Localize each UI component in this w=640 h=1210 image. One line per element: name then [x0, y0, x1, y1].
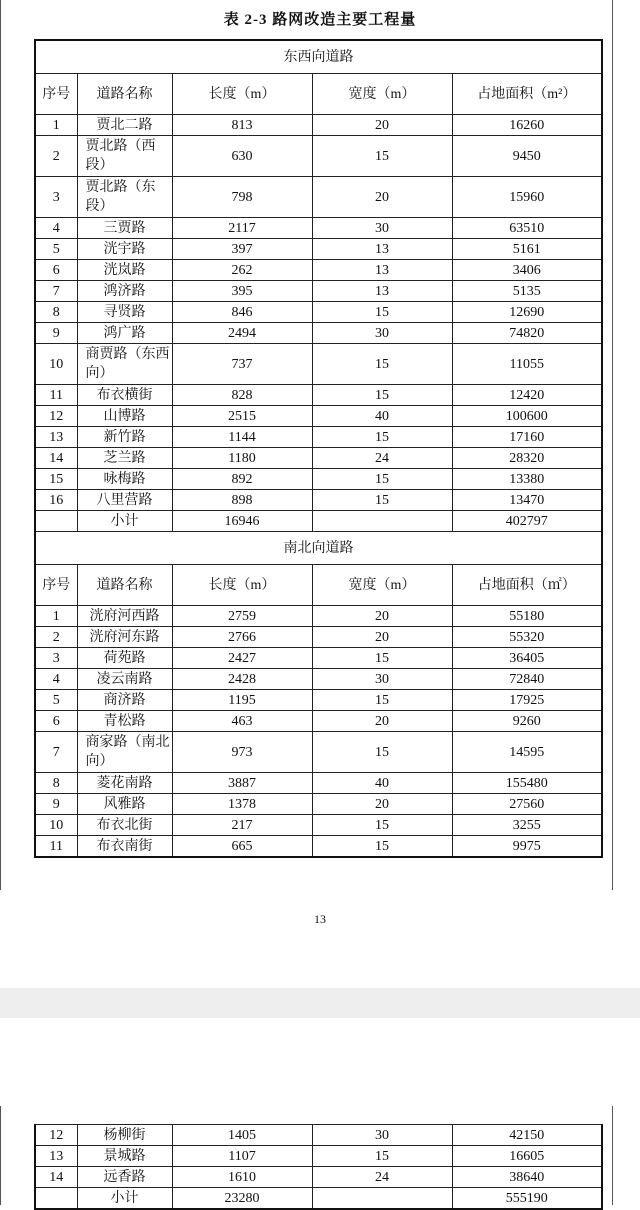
row-number: 14	[35, 1167, 77, 1188]
row-number: 9	[35, 323, 77, 344]
row-number: 11	[35, 385, 77, 406]
table-row	[35, 669, 602, 690]
road-width: 13	[312, 281, 452, 302]
road-length: 898	[172, 490, 312, 511]
row-number: 1	[35, 115, 77, 136]
row-number: 13	[35, 427, 77, 448]
road-area: 28320	[452, 448, 602, 469]
road-width: 30	[312, 669, 452, 690]
subtotal-label: 小计	[77, 1188, 172, 1210]
table-row	[35, 323, 602, 344]
subtotal-empty-cell	[35, 511, 77, 532]
road-width: 15	[312, 427, 452, 448]
road-width: 15	[312, 690, 452, 711]
header-road-name: 道路名称	[77, 565, 172, 606]
road-width: 24	[312, 1167, 452, 1188]
road-area: 3255	[452, 815, 602, 836]
table-row	[35, 281, 602, 302]
table-row	[35, 732, 602, 773]
table-row	[35, 836, 602, 858]
road-name: 洸宇路	[77, 239, 172, 260]
header-width: 宽度（m）	[312, 565, 452, 606]
subtotal-length: 23280	[172, 1188, 312, 1210]
road-width: 15	[312, 815, 452, 836]
road-name: 布衣北街	[77, 815, 172, 836]
column-header-row	[35, 565, 602, 606]
road-length: 1610	[172, 1167, 312, 1188]
road-width: 24	[312, 448, 452, 469]
road-width: 20	[312, 794, 452, 815]
road-width: 20	[312, 115, 452, 136]
road-area: 38640	[452, 1167, 602, 1188]
row-number: 10	[35, 344, 77, 385]
row-number: 2	[35, 136, 77, 177]
row-number: 4	[35, 218, 77, 239]
road-area: 17160	[452, 427, 602, 448]
table-row	[35, 1167, 602, 1188]
road-width: 15	[312, 469, 452, 490]
road-length: 463	[172, 711, 312, 732]
road-name: 远香路	[77, 1167, 172, 1188]
row-number: 7	[35, 732, 77, 773]
section-header-row	[35, 40, 602, 74]
page-number: 13	[314, 912, 326, 926]
road-area: 11055	[452, 344, 602, 385]
row-number: 16	[35, 490, 77, 511]
road-area: 27560	[452, 794, 602, 815]
road-name: 三贾路	[77, 218, 172, 239]
road-area: 15960	[452, 177, 602, 218]
road-name: 商济路	[77, 690, 172, 711]
road-name: 贾北路（东段）	[77, 177, 172, 218]
road-width: 15	[312, 648, 452, 669]
table-row	[35, 1146, 602, 1167]
road-name: 贾北二路	[77, 115, 172, 136]
row-number: 6	[35, 711, 77, 732]
road-length: 1180	[172, 448, 312, 469]
road-length: 262	[172, 260, 312, 281]
road-area: 155480	[452, 773, 602, 794]
road-width: 20	[312, 711, 452, 732]
left-margin-line	[0, 1106, 1, 1205]
row-number: 4	[35, 669, 77, 690]
table-title: 表 2-3 路网改造主要工程量	[223, 12, 417, 28]
page-gap	[0, 988, 640, 1018]
table-row	[35, 448, 602, 469]
road-name: 洸岚路	[77, 260, 172, 281]
table-row	[35, 239, 602, 260]
subtotal-width-empty	[312, 511, 452, 532]
road-area: 55180	[452, 606, 602, 627]
road-width: 15	[312, 732, 452, 773]
road-name: 山博路	[77, 406, 172, 427]
road-name: 风雅路	[77, 794, 172, 815]
road-area: 55320	[452, 627, 602, 648]
subtotal-label: 小计	[77, 511, 172, 532]
road-name: 洸府河东路	[77, 627, 172, 648]
section-header-row	[35, 532, 602, 565]
left-margin-line	[0, 0, 1, 890]
row-number: 12	[35, 1125, 77, 1146]
road-length: 813	[172, 115, 312, 136]
road-name: 贾北路（西段）	[77, 136, 172, 177]
road-width: 30	[312, 1125, 452, 1146]
road-area: 12690	[452, 302, 602, 323]
road-width: 15	[312, 836, 452, 858]
road-works-table	[34, 39, 603, 858]
road-name: 荷苑路	[77, 648, 172, 669]
road-name: 八里营路	[77, 490, 172, 511]
road-name: 青松路	[77, 711, 172, 732]
road-area: 16260	[452, 115, 602, 136]
header-road-name: 道路名称	[77, 74, 172, 115]
road-area: 13380	[452, 469, 602, 490]
road-length: 846	[172, 302, 312, 323]
row-number: 5	[35, 239, 77, 260]
road-length: 395	[172, 281, 312, 302]
road-width: 13	[312, 239, 452, 260]
road-name: 布衣横街	[77, 385, 172, 406]
row-number: 8	[35, 302, 77, 323]
road-area: 5161	[452, 239, 602, 260]
header-area: 占地面积（m²）	[452, 74, 602, 115]
road-length: 1144	[172, 427, 312, 448]
table-row	[35, 690, 602, 711]
header-no: 序号	[35, 565, 77, 606]
road-width: 15	[312, 136, 452, 177]
road-length: 1107	[172, 1146, 312, 1167]
row-number: 3	[35, 648, 77, 669]
road-name: 杨柳街	[77, 1125, 172, 1146]
table-row	[35, 469, 602, 490]
road-area: 14595	[452, 732, 602, 773]
road-name: 商家路（南北向）	[77, 732, 172, 773]
row-number: 6	[35, 260, 77, 281]
road-width: 40	[312, 406, 452, 427]
right-margin-line	[612, 1106, 613, 1205]
road-name: 洸府河西路	[77, 606, 172, 627]
road-width: 20	[312, 627, 452, 648]
road-length: 2766	[172, 627, 312, 648]
road-length: 2117	[172, 218, 312, 239]
road-width: 15	[312, 385, 452, 406]
table-row	[35, 406, 602, 427]
road-area: 63510	[452, 218, 602, 239]
road-width: 15	[312, 490, 452, 511]
road-width: 15	[312, 302, 452, 323]
road-length: 397	[172, 239, 312, 260]
road-length: 828	[172, 385, 312, 406]
road-name: 新竹路	[77, 427, 172, 448]
road-width: 20	[312, 606, 452, 627]
road-length: 973	[172, 732, 312, 773]
road-area: 3406	[452, 260, 602, 281]
road-width: 15	[312, 1146, 452, 1167]
road-length: 1405	[172, 1125, 312, 1146]
road-length: 665	[172, 836, 312, 858]
road-width: 40	[312, 773, 452, 794]
road-length: 2759	[172, 606, 312, 627]
subtotal-empty-cell	[35, 1188, 77, 1210]
row-number: 1	[35, 606, 77, 627]
table-row	[35, 1125, 602, 1146]
road-width: 30	[312, 218, 452, 239]
road-width: 15	[312, 344, 452, 385]
row-number: 9	[35, 794, 77, 815]
row-number: 13	[35, 1146, 77, 1167]
table-row	[35, 260, 602, 281]
road-name: 寻贤路	[77, 302, 172, 323]
header-length: 长度（m）	[172, 565, 312, 606]
road-area: 9260	[452, 711, 602, 732]
subtotal-area: 555190	[452, 1188, 602, 1210]
road-width: 20	[312, 177, 452, 218]
road-length: 1378	[172, 794, 312, 815]
road-name: 鸿广路	[77, 323, 172, 344]
road-length: 2428	[172, 669, 312, 690]
table-row	[35, 606, 602, 627]
table-row	[35, 344, 602, 385]
road-length: 3887	[172, 773, 312, 794]
road-length: 630	[172, 136, 312, 177]
road-area: 74820	[452, 323, 602, 344]
row-number: 5	[35, 690, 77, 711]
road-length: 217	[172, 815, 312, 836]
road-area: 72840	[452, 669, 602, 690]
table-row	[35, 218, 602, 239]
table-row	[35, 302, 602, 323]
header-area: 占地面积（㎡）	[452, 565, 602, 606]
road-area: 9975	[452, 836, 602, 858]
road-width: 13	[312, 260, 452, 281]
road-width: 30	[312, 323, 452, 344]
header-width: 宽度（m）	[312, 74, 452, 115]
row-number: 8	[35, 773, 77, 794]
table-row	[35, 427, 602, 448]
road-name: 鸿济路	[77, 281, 172, 302]
row-number: 12	[35, 406, 77, 427]
subtotal-row	[35, 1188, 602, 1210]
road-name: 芝兰路	[77, 448, 172, 469]
table-row	[35, 773, 602, 794]
road-name: 凌云南路	[77, 669, 172, 690]
road-area: 13470	[452, 490, 602, 511]
header-no: 序号	[35, 74, 77, 115]
section-title: 南北向道路	[35, 532, 602, 565]
row-number: 2	[35, 627, 77, 648]
table-row	[35, 385, 602, 406]
road-length: 892	[172, 469, 312, 490]
road-length: 2494	[172, 323, 312, 344]
table-row	[35, 136, 602, 177]
table-row	[35, 627, 602, 648]
subtotal-length: 16946	[172, 511, 312, 532]
road-length: 798	[172, 177, 312, 218]
road-area: 17925	[452, 690, 602, 711]
road-area: 100600	[452, 406, 602, 427]
road-area: 36405	[452, 648, 602, 669]
road-name: 布衣南街	[77, 836, 172, 858]
row-number: 14	[35, 448, 77, 469]
table-row	[35, 711, 602, 732]
table-row	[35, 177, 602, 218]
road-name: 景城路	[77, 1146, 172, 1167]
road-area: 5135	[452, 281, 602, 302]
road-area: 9450	[452, 136, 602, 177]
row-number: 3	[35, 177, 77, 218]
right-margin-line	[612, 0, 613, 890]
road-length: 737	[172, 344, 312, 385]
table-row	[35, 490, 602, 511]
table-row	[35, 815, 602, 836]
subtotal-width-empty	[312, 1188, 452, 1210]
subtotal-row	[35, 511, 602, 532]
header-length: 长度（m）	[172, 74, 312, 115]
row-number: 10	[35, 815, 77, 836]
road-name: 菱花南路	[77, 773, 172, 794]
section-title: 东西向道路	[35, 40, 602, 74]
road-length: 2427	[172, 648, 312, 669]
road-length: 1195	[172, 690, 312, 711]
table-row	[35, 794, 602, 815]
row-number: 11	[35, 836, 77, 858]
road-area: 16605	[452, 1146, 602, 1167]
table-row	[35, 115, 602, 136]
road-works-table-continued	[34, 1124, 603, 1210]
road-length: 2515	[172, 406, 312, 427]
row-number: 7	[35, 281, 77, 302]
subtotal-area: 402797	[452, 511, 602, 532]
road-area: 42150	[452, 1125, 602, 1146]
column-header-row	[35, 74, 602, 115]
road-name: 商贾路（东西向）	[77, 344, 172, 385]
row-number: 15	[35, 469, 77, 490]
table-row	[35, 648, 602, 669]
road-name: 咏梅路	[77, 469, 172, 490]
road-area: 12420	[452, 385, 602, 406]
